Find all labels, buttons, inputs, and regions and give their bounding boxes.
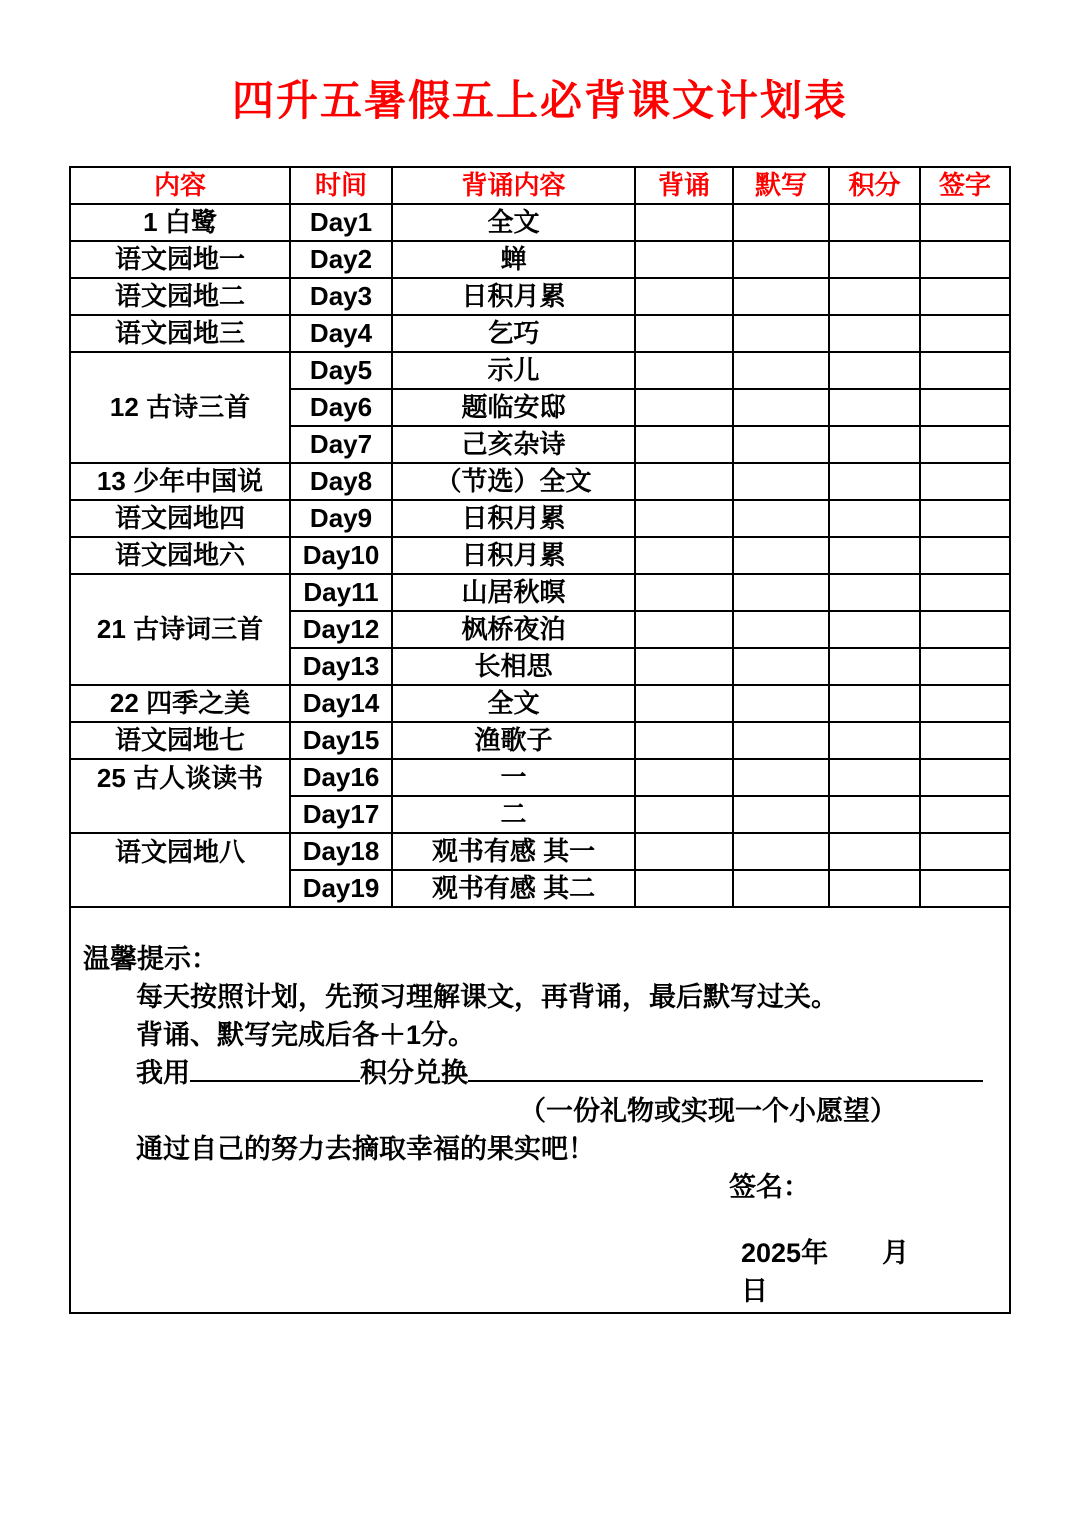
recite-cell xyxy=(635,611,733,648)
lesson-cell: 25 古人谈读书 xyxy=(70,759,290,833)
points-cell xyxy=(829,537,920,574)
dictation-cell xyxy=(733,204,829,241)
dictation-cell xyxy=(733,315,829,352)
recitation-content-cell: 全文 xyxy=(392,204,635,241)
signature-cell xyxy=(920,648,1010,685)
points-cell xyxy=(829,685,920,722)
lesson-cell: 21 古诗词三首 xyxy=(70,574,290,685)
header-recitation-content: 背诵内容 xyxy=(392,167,635,204)
table-row xyxy=(70,500,1010,537)
table-row xyxy=(70,833,1010,870)
day-cell: Day5 xyxy=(290,352,392,389)
recitation-content-cell: 蝉 xyxy=(392,241,635,278)
page-title: 四升五暑假五上必背课文计划表 xyxy=(231,77,848,124)
fill-hint: （一份礼物或实现一个小愿望） xyxy=(519,1096,897,1126)
notes-cell xyxy=(70,907,1010,1313)
recitation-content-cell: 一 xyxy=(392,759,635,796)
signature-cell xyxy=(920,574,1010,611)
recitation-content-cell: 日积月累 xyxy=(392,500,635,537)
recite-cell xyxy=(635,204,733,241)
header-dictation: 默写 xyxy=(733,167,829,204)
dictation-cell xyxy=(733,463,829,500)
day-cell: Day17 xyxy=(290,796,392,833)
signature-cell xyxy=(920,389,1010,426)
notes-fill-line xyxy=(136,1054,995,1092)
dictation-cell xyxy=(733,796,829,833)
recite-cell xyxy=(635,685,733,722)
signature-cell xyxy=(920,870,1010,907)
signature-cell xyxy=(920,722,1010,759)
header-signature: 签字 xyxy=(920,167,1010,204)
header-content: 内容 xyxy=(70,167,290,204)
lesson-cell: 语文园地七 xyxy=(70,722,290,759)
recite-cell xyxy=(635,315,733,352)
points-cell xyxy=(829,315,920,352)
lesson-cell: 语文园地四 xyxy=(70,500,290,537)
table-row xyxy=(70,315,1010,352)
signature-cell xyxy=(920,426,1010,463)
recite-cell xyxy=(635,389,733,426)
recitation-content-cell: 观书有感 其一 xyxy=(392,833,635,870)
day-cell: Day4 xyxy=(290,315,392,352)
lesson-cell: 语文园地三 xyxy=(70,315,290,352)
table-row xyxy=(70,574,1010,611)
dictation-cell xyxy=(733,278,829,315)
table-row xyxy=(70,278,1010,315)
lesson-cell: 12 古诗三首 xyxy=(70,352,290,463)
header-recite: 背诵 xyxy=(635,167,733,204)
day-cell: Day6 xyxy=(290,389,392,426)
recitation-content-cell: 题临安邸 xyxy=(392,389,635,426)
day-cell: Day14 xyxy=(290,685,392,722)
day-cell: Day13 xyxy=(290,648,392,685)
recitation-content-cell: 己亥杂诗 xyxy=(392,426,635,463)
signature-cell xyxy=(920,759,1010,796)
dictation-cell xyxy=(733,870,829,907)
points-cell xyxy=(829,759,920,796)
dictation-cell xyxy=(733,611,829,648)
signature-cell xyxy=(920,537,1010,574)
recite-cell xyxy=(635,537,733,574)
header-time: 时间 xyxy=(290,167,392,204)
day-cell: Day11 xyxy=(290,574,392,611)
recite-cell xyxy=(635,352,733,389)
recitation-content-cell: 观书有感 其二 xyxy=(392,870,635,907)
recitation-content-cell: 乞巧 xyxy=(392,315,635,352)
signature-cell xyxy=(920,796,1010,833)
recite-cell xyxy=(635,722,733,759)
recite-cell xyxy=(635,759,733,796)
table-row xyxy=(70,241,1010,278)
fill-mid-label: 积分兑换 xyxy=(360,1058,468,1088)
points-cell xyxy=(829,463,920,500)
recite-cell xyxy=(635,574,733,611)
signature-cell xyxy=(920,463,1010,500)
dictation-cell xyxy=(733,722,829,759)
points-cell xyxy=(829,241,920,278)
points-cell xyxy=(829,870,920,907)
lesson-cell: 语文园地二 xyxy=(70,278,290,315)
points-cell xyxy=(829,389,920,426)
recite-cell xyxy=(635,870,733,907)
table-row xyxy=(70,722,1010,759)
header-points: 积分 xyxy=(829,167,920,204)
signature-cell xyxy=(920,500,1010,537)
day-cell: Day1 xyxy=(290,204,392,241)
day-cell: Day8 xyxy=(290,463,392,500)
points-cell xyxy=(829,722,920,759)
signature-cell xyxy=(920,241,1010,278)
lesson-cell: 语文园地八 xyxy=(70,833,290,907)
points-blank-line xyxy=(190,1058,360,1082)
recitation-content-cell: 渔歌子 xyxy=(392,722,635,759)
notes-line-3: 通过自己的努力去摘取幸福的果实吧！ xyxy=(136,1134,595,1164)
dictation-cell xyxy=(733,426,829,463)
points-cell xyxy=(829,500,920,537)
points-cell xyxy=(829,426,920,463)
recite-cell xyxy=(635,278,733,315)
table-header-row xyxy=(70,167,1010,204)
points-cell xyxy=(829,796,920,833)
reward-blank-line xyxy=(468,1058,983,1082)
points-cell xyxy=(829,278,920,315)
table-row xyxy=(70,463,1010,500)
table-row xyxy=(70,759,1010,796)
recitation-content-cell: 日积月累 xyxy=(392,278,635,315)
dictation-cell xyxy=(733,352,829,389)
notes-title: 温馨提示： xyxy=(83,944,218,974)
table-row xyxy=(70,352,1010,389)
dictation-cell xyxy=(733,759,829,796)
fill-prefix-label: 我用 xyxy=(136,1058,190,1088)
day-cell: Day3 xyxy=(290,278,392,315)
points-cell xyxy=(829,648,920,685)
points-cell xyxy=(829,352,920,389)
day-cell: Day7 xyxy=(290,426,392,463)
recitation-content-cell: 日积月累 xyxy=(392,537,635,574)
day-cell: Day10 xyxy=(290,537,392,574)
dictation-cell xyxy=(733,389,829,426)
notes-line-2: 背诵、默写完成后各＋1分。 xyxy=(136,1020,476,1050)
points-cell xyxy=(829,574,920,611)
recite-cell xyxy=(635,500,733,537)
notes-line-1: 每天按照计划，先预习理解课文，再背诵，最后默写过关。 xyxy=(136,982,838,1012)
dictation-cell xyxy=(733,241,829,278)
recitation-content-cell: 全文 xyxy=(392,685,635,722)
signature-label: 签名： xyxy=(729,1172,810,1202)
recitation-content-cell: （节选）全文 xyxy=(392,463,635,500)
points-cell xyxy=(829,833,920,870)
signature-cell xyxy=(920,204,1010,241)
recitation-content-cell: 长相思 xyxy=(392,648,635,685)
plan-table xyxy=(69,166,1011,1314)
dictation-cell xyxy=(733,648,829,685)
recite-cell xyxy=(635,241,733,278)
lesson-cell: 语文园地六 xyxy=(70,537,290,574)
day-cell: Day16 xyxy=(290,759,392,796)
recite-cell xyxy=(635,463,733,500)
dictation-cell xyxy=(733,685,829,722)
recite-cell xyxy=(635,796,733,833)
plan-table-body xyxy=(70,204,1010,907)
day-cell: Day9 xyxy=(290,500,392,537)
recitation-content-cell: 枫桥夜泊 xyxy=(392,611,635,648)
signature-cell xyxy=(920,685,1010,722)
lesson-cell: 1 白鹭 xyxy=(70,204,290,241)
signature-cell xyxy=(920,833,1010,870)
recite-cell xyxy=(635,833,733,870)
day-cell: Day18 xyxy=(290,833,392,870)
lesson-cell: 13 少年中国说 xyxy=(70,463,290,500)
recitation-content-cell: 示儿 xyxy=(392,352,635,389)
recite-cell xyxy=(635,426,733,463)
lesson-cell: 22 四季之美 xyxy=(70,685,290,722)
points-cell xyxy=(829,204,920,241)
dictation-cell xyxy=(733,500,829,537)
day-cell: Day19 xyxy=(290,870,392,907)
lesson-cell: 语文园地一 xyxy=(70,241,290,278)
day-cell: Day2 xyxy=(290,241,392,278)
dictation-cell xyxy=(733,537,829,574)
table-row xyxy=(70,685,1010,722)
day-cell: Day12 xyxy=(290,611,392,648)
recite-cell xyxy=(635,648,733,685)
points-cell xyxy=(829,611,920,648)
signature-cell xyxy=(920,611,1010,648)
table-row xyxy=(70,537,1010,574)
signature-cell xyxy=(920,352,1010,389)
day-cell: Day15 xyxy=(290,722,392,759)
signature-cell xyxy=(920,278,1010,315)
recitation-content-cell: 二 xyxy=(392,796,635,833)
notes-row xyxy=(70,907,1010,1313)
table-row xyxy=(70,204,1010,241)
date-line: 2025年 月 日 xyxy=(741,1238,991,1306)
recitation-content-cell: 山居秋暝 xyxy=(392,574,635,611)
signature-cell xyxy=(920,315,1010,352)
dictation-cell xyxy=(733,833,829,870)
dictation-cell xyxy=(733,574,829,611)
